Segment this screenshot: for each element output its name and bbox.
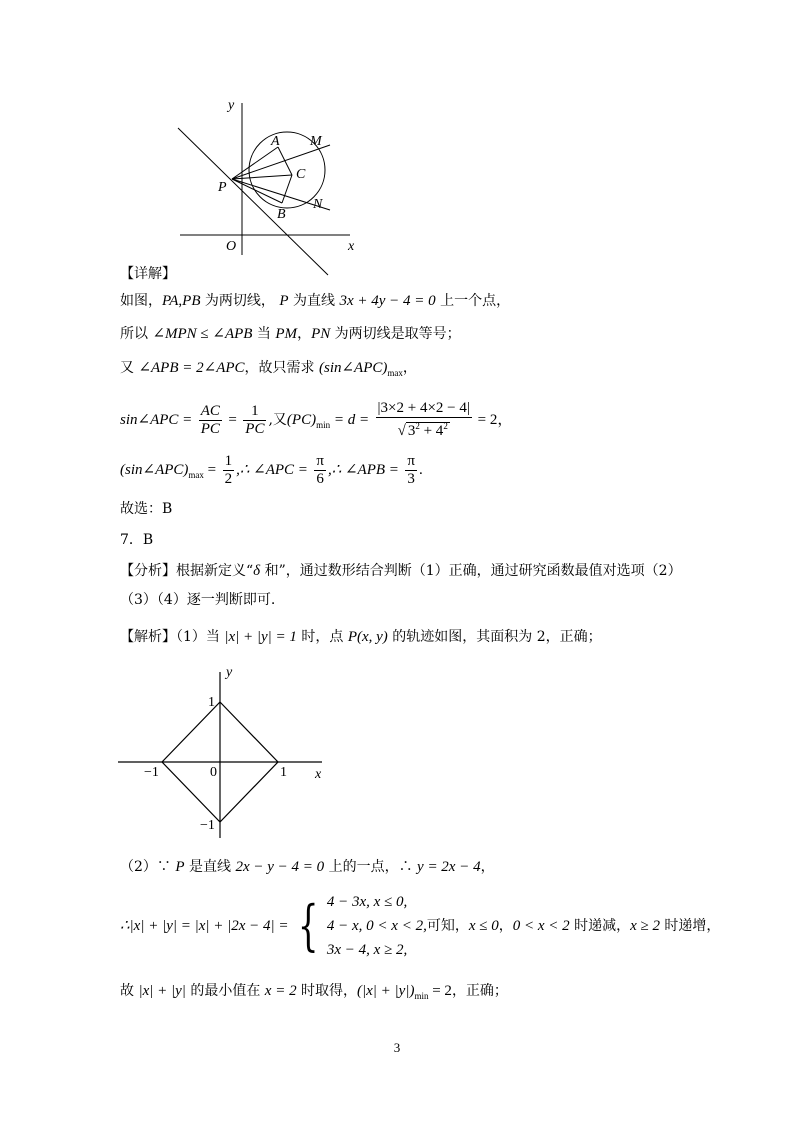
math: PN	[311, 326, 331, 342]
sqrt-sign: √	[397, 423, 406, 439]
case-2: 4 − x, 0 < x < 2,	[326, 918, 427, 934]
math: .	[418, 462, 423, 478]
math: |x| + |y| = 1	[224, 629, 297, 645]
text: 为直线	[288, 293, 340, 309]
superscript: 2	[415, 421, 420, 431]
math: x ≥ 2	[630, 918, 660, 934]
math: ,∴ ∠APB =	[327, 462, 399, 478]
subscript: min	[316, 420, 331, 430]
detail-line-1	[120, 292, 510, 310]
sqrt-body	[406, 422, 450, 439]
text: 如图，	[120, 293, 162, 309]
fraction	[405, 453, 417, 488]
text: 时递增，	[659, 918, 721, 934]
math: ∴|x| + |y| = |x| + |2x − 4| =	[120, 918, 289, 934]
label-b: B	[277, 207, 286, 222]
segment-pb	[232, 179, 282, 203]
denominator: 2	[224, 470, 233, 487]
math: (PC)	[286, 412, 317, 428]
label-m: M	[310, 134, 322, 149]
text: 的轨迹如图，其面积为 2，正确；	[387, 629, 602, 645]
math: PM	[275, 326, 298, 342]
text: 和”，通过数形结合判断（1）正确，通过研究函数最值对选项（2）	[260, 563, 682, 579]
text: ，	[480, 859, 495, 875]
math: = 2，	[473, 412, 513, 428]
denominator	[376, 418, 472, 440]
math: P	[175, 859, 185, 875]
subscript: max	[188, 470, 204, 480]
text: ,又	[268, 412, 287, 428]
text: 是直线	[184, 859, 236, 875]
text: ，	[498, 918, 513, 934]
solution-line-1	[120, 628, 602, 646]
math: 2x − y − 4 = 0	[235, 859, 325, 875]
text: ，正确；	[451, 983, 508, 999]
text: ，	[297, 326, 312, 342]
math: = d =	[330, 412, 370, 428]
text: （2）∵	[120, 859, 176, 875]
detail-line-5	[120, 452, 423, 493]
text: 当	[252, 326, 276, 342]
math: P(x, y)	[347, 629, 388, 645]
math: 3x + 4y − 4 = 0	[339, 293, 436, 309]
label-n: N	[313, 197, 323, 212]
label-origin: 0	[210, 765, 217, 780]
label-y: y	[226, 665, 233, 680]
math: ,∴ ∠APC =	[236, 462, 308, 478]
math: |x| + |y|	[138, 983, 186, 999]
math: (sin∠APC)	[318, 360, 388, 376]
math: = 2	[428, 983, 452, 999]
detail-line-4	[120, 400, 512, 443]
math: x ≤ 0	[468, 918, 499, 934]
fraction	[223, 453, 235, 488]
question-number: 7．B	[120, 532, 154, 548]
label-p: P	[218, 180, 227, 195]
math: (|x| + |y|)	[357, 983, 415, 999]
detail-heading: 【详解】	[120, 266, 176, 282]
denominator: PC	[200, 420, 220, 437]
text: 所以	[120, 326, 153, 342]
math: 3	[407, 423, 416, 439]
math: PA	[162, 293, 179, 309]
line-3x-4y	[178, 128, 328, 275]
math: =	[228, 412, 237, 428]
piecewise-cases	[327, 890, 427, 962]
label-y: y	[228, 98, 235, 113]
page-number: 3	[393, 1040, 401, 1055]
math: (sin∠APC)	[120, 462, 189, 478]
text: ，	[402, 360, 417, 376]
math: sin∠APC =	[120, 412, 193, 428]
math: 0 < x < 2	[512, 918, 570, 934]
text: 又	[120, 360, 139, 376]
tangent-pm	[232, 145, 330, 179]
math: ∠MPN ≤ ∠APB	[152, 326, 253, 342]
text: 时取得，	[296, 983, 358, 999]
text: 时递减，	[569, 918, 631, 934]
subscript: min	[414, 991, 429, 1001]
denominator: 6	[316, 470, 324, 487]
label-a: A	[271, 134, 280, 149]
label-x: x	[315, 767, 322, 782]
fraction	[199, 403, 222, 438]
case-1: 4 − 3x, x ≤ 0,	[326, 894, 408, 910]
math: P	[279, 293, 289, 309]
numerator: π	[316, 452, 324, 469]
subscript: max	[387, 368, 403, 378]
numerator: π	[407, 452, 415, 469]
text: 【分析】根据新定义“	[120, 563, 254, 579]
segment-bc	[282, 175, 292, 203]
math: δ	[253, 563, 261, 579]
math: =	[203, 462, 217, 478]
text: 为两切线是取等号；	[330, 326, 461, 342]
math: ∠APB = 2∠APC	[138, 360, 245, 376]
label-x: x	[348, 239, 355, 254]
numerator: 1	[224, 452, 233, 469]
math: + 4	[419, 423, 444, 439]
label-top: 1	[208, 695, 215, 710]
text: ，故只需求	[244, 360, 319, 376]
text: 【解析】（1）当	[120, 629, 225, 645]
label-right: 1	[280, 765, 287, 780]
detail-line-2	[120, 325, 461, 343]
analysis-line-2: （3）（4）逐一判断即可.	[120, 592, 276, 608]
part2-line-3	[120, 982, 508, 1005]
text: 时，点	[296, 629, 348, 645]
segment-pa	[232, 147, 278, 179]
analysis-line-1	[120, 562, 682, 580]
figure-tangent-circle	[170, 95, 370, 285]
label-bottom: −1	[200, 818, 215, 833]
text: 的最小值在	[185, 983, 265, 999]
denominator: PC	[245, 420, 265, 437]
label-left: −1	[144, 765, 159, 780]
case-3: 3x − 4, x ≥ 2,	[326, 942, 408, 958]
fraction	[376, 400, 472, 440]
superscript: 2	[443, 421, 448, 431]
part2-line-2	[120, 890, 720, 962]
text: 为两切线，	[200, 293, 280, 309]
denominator: 3	[407, 470, 415, 487]
detail-line-3	[120, 359, 417, 382]
text: 可知，	[426, 918, 469, 934]
answer-line: 故选：B	[120, 501, 173, 517]
numerator: |3×2 + 4×2 − 4|	[377, 400, 470, 416]
math: PB	[182, 293, 201, 309]
text: 上一个点，	[435, 293, 511, 309]
brace: {	[297, 894, 319, 957]
label-o: O	[226, 239, 237, 254]
math: y = 2x − 4	[417, 859, 481, 875]
figure-diamond	[110, 660, 340, 840]
fraction	[243, 403, 266, 438]
math: ,	[178, 293, 183, 309]
part2-line-1	[120, 858, 495, 876]
numerator: 1	[243, 403, 266, 421]
label-c: C	[296, 167, 306, 182]
math: x = 2	[264, 983, 297, 999]
text: 故	[120, 983, 139, 999]
text: 上的一点，∴	[324, 859, 418, 875]
segment-ac	[278, 147, 292, 175]
numerator: AC	[200, 402, 220, 419]
fraction	[314, 453, 326, 488]
